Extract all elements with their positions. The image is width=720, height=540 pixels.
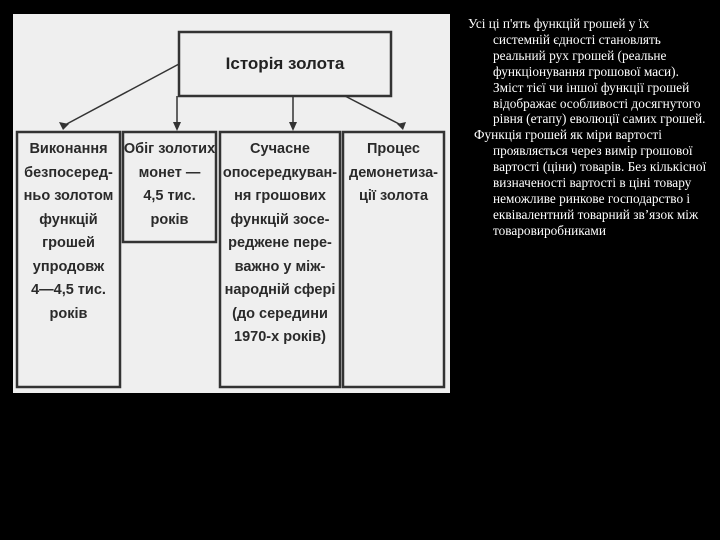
paragraph-functions-unity: Усі ці п'ять функцій грошей у їх системній єдності становлять реальний рух грошей (реальне функціонування грошової маси). Зміст тієї чи іншої функції грошей відображає особливості досягнутого рівня (етапу) еволюції самих грошей. [468, 16, 706, 127]
history-of-gold-diagram [13, 14, 450, 393]
slide-text [468, 16, 708, 239]
column-direct-gold-functions: Виконання безпосеред- ньо золотом функцій грошей упродовж 4—4,5 тис. років [23, 141, 114, 322]
column-demonetization: Процес демонетиза- ції золота [348, 141, 439, 204]
arrow-4 [345, 96, 403, 126]
diagram-title: Історія золота [225, 54, 345, 73]
paragraph-measure-of-value: Функція грошей як міри вартості проявляється через вимір грошової вартості (ціни) товарів. Без кількісної визначеності вартості в ціні товару неможливе ринкове господарство і еквівалентний товарний зв’язок між товаровиробниками [474, 127, 707, 238]
arrow-1 [63, 64, 179, 126]
column-modern-mediation: Сучасне опосередкуван- ня грошових функцій зосе- реджене пере- важно у між- народній сфері (до середини 1970-х років) [222, 141, 338, 345]
column-gold-coins: Обіг золотих монет — 4,5 тис. років [123, 141, 216, 228]
